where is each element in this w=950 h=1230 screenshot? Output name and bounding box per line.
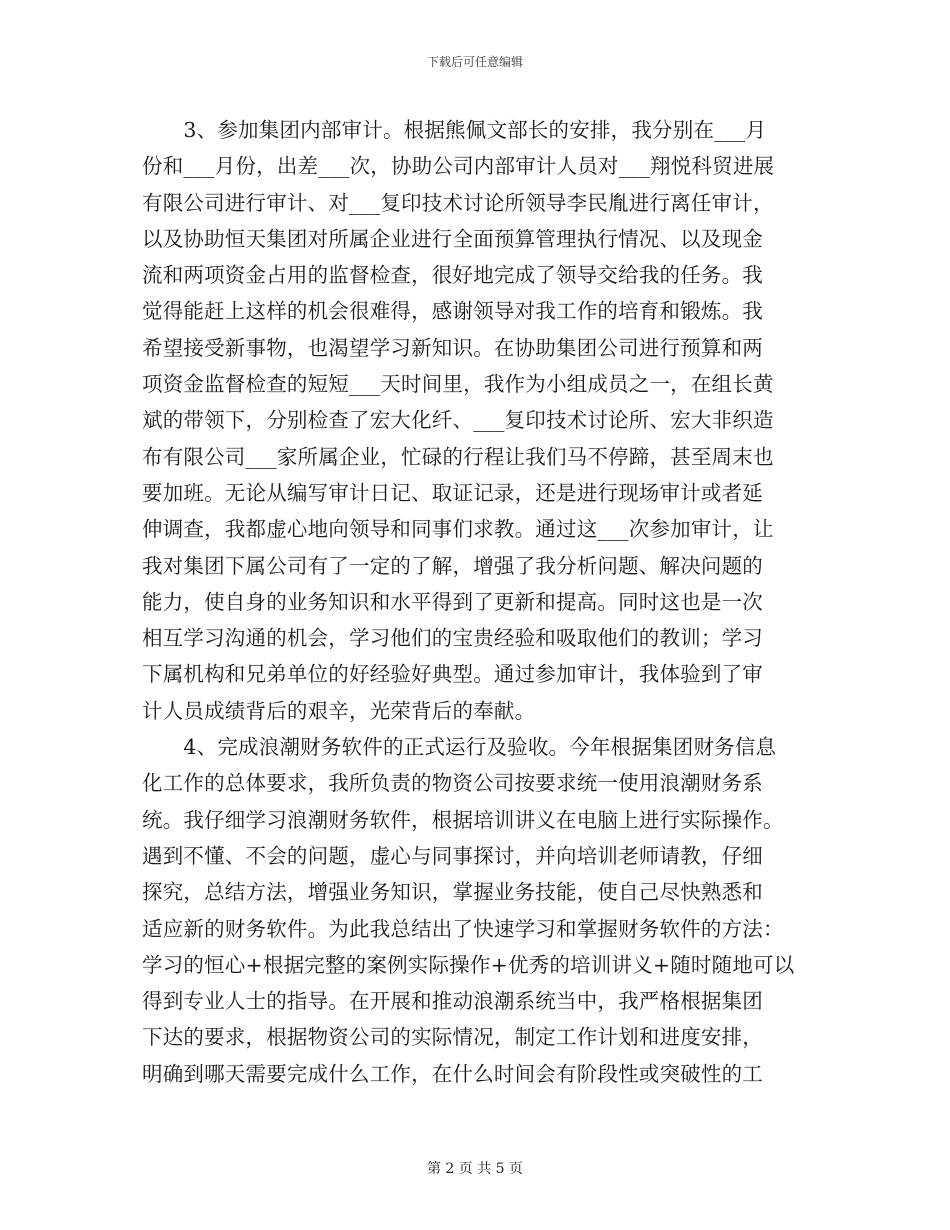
text-line: 适应新的财务软件。为此我总结出了快速学习和掌握财务软件的方法： — [142, 916, 784, 941]
text-line: 斌的带领下，分别检查了宏大化纤、___复印技术讨论所、宏大非织造 — [142, 408, 774, 433]
text-line: 份和___月份，出差___次，协助公司内部审计人员对___翔悦科贸进展 — [142, 154, 775, 179]
text-line: 得到专业人士的指导。在开展和推动浪潮系统当中，我严格根据集团 — [142, 989, 763, 1014]
text-line: 明确到哪天需要完成什么工作，在什么时间会有阶段性或突破性的工 — [142, 1061, 763, 1086]
document-body — [142, 112, 810, 1092]
page-number: 第 2 页 共 5 页 — [426, 1161, 524, 1177]
text-line: 统。我仔细学习浪潮财务软件，根据培训讲义在电脑上进行实际操作。 — [142, 807, 784, 832]
text-line: 觉得能赶上这样的机会很难得，感谢领导对我工作的培育和锻炼。我 — [142, 299, 763, 324]
text-line: 布有限公司___家所属企业，忙碌的行程让我们马不停蹄，甚至周末也 — [142, 444, 774, 469]
text-line: 伸调查，我都虚心地向领导和同事们求教。通过这___次参加审计，让 — [142, 517, 774, 542]
text-line: 探究，总结方法，增强业务知识，掌握业务技能，使自己尽快熟悉和 — [142, 880, 763, 905]
text-line: 希望接受新事物，也渴望学习新知识。在协助集团公司进行预算和两 — [142, 335, 763, 360]
text-line: 流和两项资金占用的监督检查，很好地完成了领导交给我的任务。我 — [142, 263, 763, 288]
text-line: 遇到不懂、不会的问题，虚心与同事探讨，并向培训老师请教，仔细 — [142, 843, 763, 868]
text-line: 化工作的总体要求，我所负责的物资公司按要求统一使用浪潮财务系 — [142, 771, 763, 796]
text-line: 下属机构和兄弟单位的好经验好典型。通过参加审计，我体验到了审 — [142, 662, 763, 687]
text-line: 以及协助恒天集团对所属企业进行全面预算管理执行情况、以及现金 — [142, 226, 763, 251]
text-line: 下达的要求，根据物资公司的实际情况，制定工作计划和进度安排， — [142, 1025, 763, 1050]
text-line: 要加班。无论从编写审计日记、取证记录，还是进行现场审计或者延 — [142, 480, 763, 505]
text-line: 能力，使自身的业务知识和水平得到了更新和提高。同时这也是一次 — [142, 589, 763, 614]
text-line: 项资金监督检查的短短___天时间里，我作为小组成员之一，在组长黄 — [142, 372, 774, 397]
text-line: 有限公司进行审计、对___复印技术讨论所领导李民胤进行离任审计， — [142, 190, 774, 215]
text-line: 学习的恒心+根据完整的案例实际操作+优秀的培训讲义+随时随地可以 — [142, 952, 795, 977]
text-line: 相互学习沟通的机会，学习他们的宝贵经验和吸取他们的教训；学习 — [142, 626, 763, 651]
text-line: 4、完成浪潮财务软件的正式运行及验收。今年根据集团财务信息 — [142, 735, 777, 760]
text-line: 我对集团下属公司有了一定的了解，增强了我分析问题、解决问题的 — [142, 553, 763, 578]
text-line: 3、参加集团内部审计。根据熊佩文部长的安排，我分别在___月 — [142, 118, 767, 142]
page-header: 下载后可任意编辑 — [426, 55, 523, 69]
text-line: 计人员成绩背后的艰辛，光荣背后的奉献。 — [142, 698, 536, 723]
